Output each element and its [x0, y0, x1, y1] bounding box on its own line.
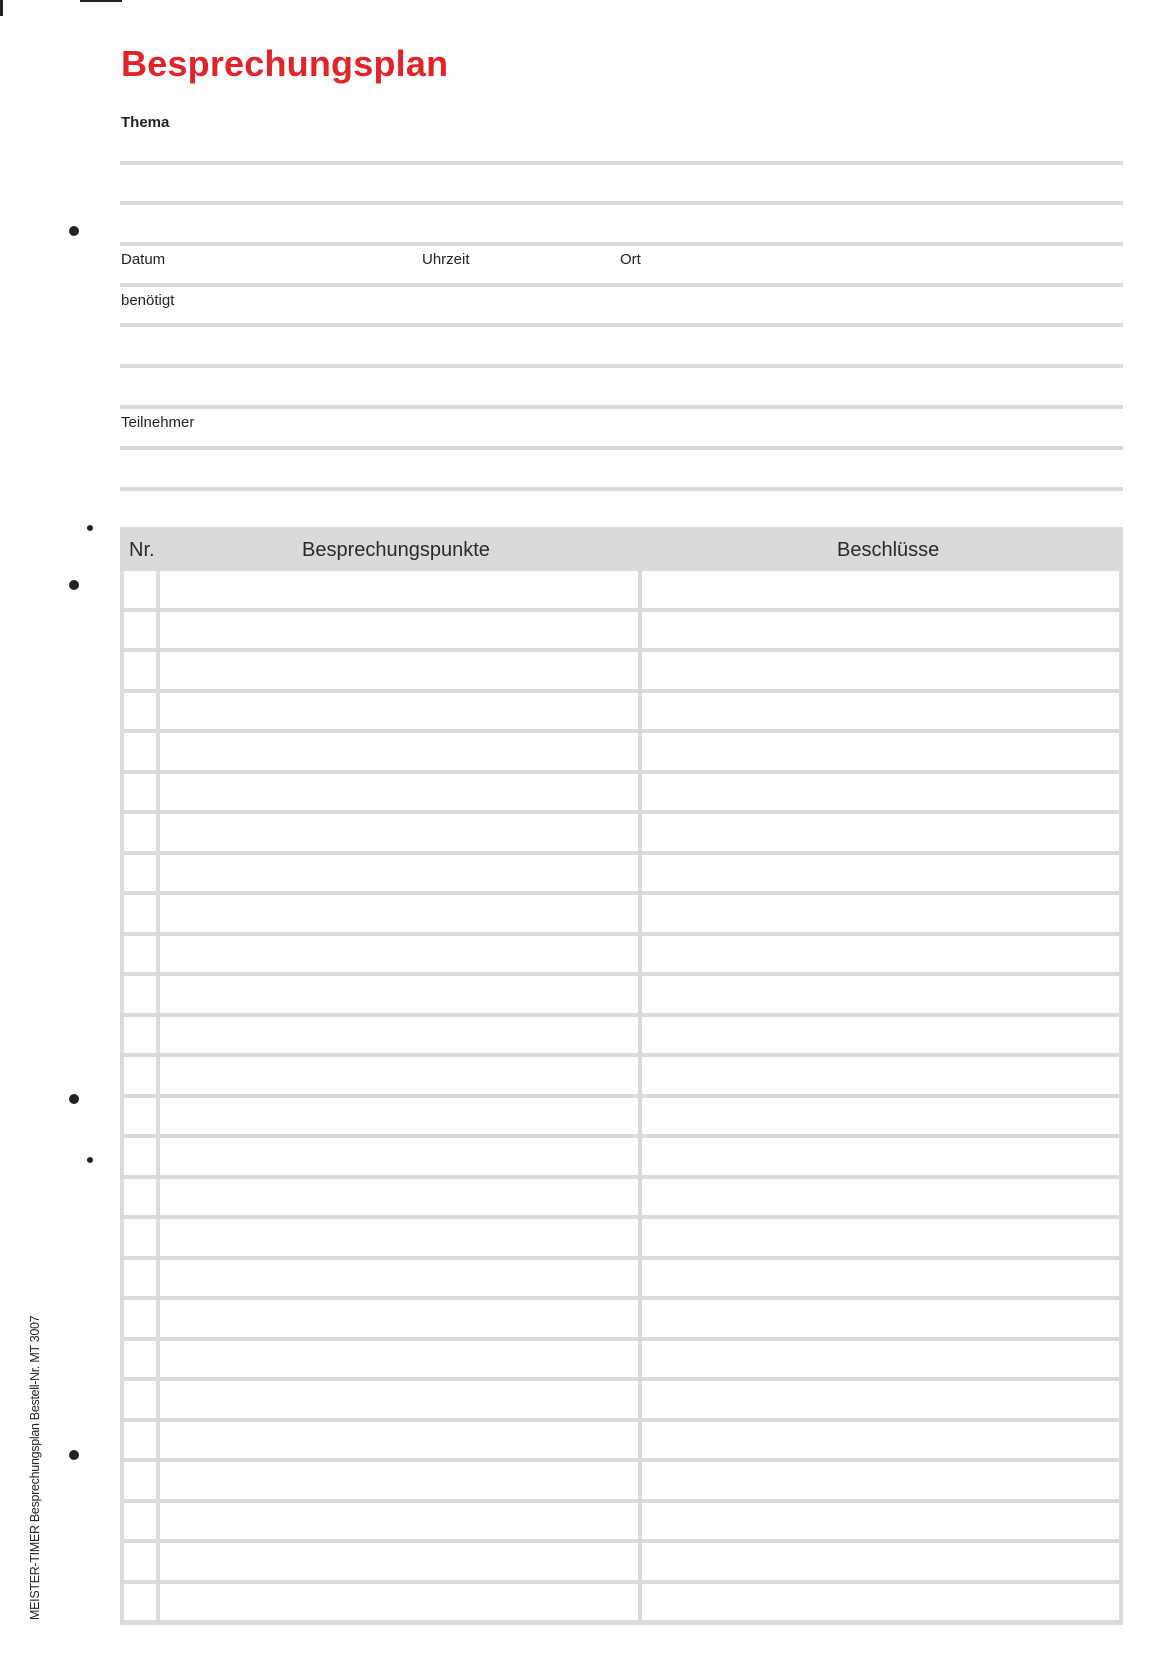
row-beschluss-cell[interactable]	[642, 1017, 1119, 1054]
row-punkt-cell[interactable]	[160, 1098, 638, 1135]
row-beschluss-cell[interactable]	[642, 1503, 1119, 1540]
ort-label: Ort	[620, 251, 641, 268]
row-punkt-cell[interactable]	[160, 1422, 638, 1459]
row-nr-cell[interactable]	[124, 1138, 156, 1175]
row-nr-cell[interactable]	[124, 774, 156, 811]
row-punkt-cell[interactable]	[160, 1017, 638, 1054]
row-beschluss-cell[interactable]	[642, 976, 1119, 1013]
row-punkt-cell[interactable]	[160, 814, 638, 851]
row-beschluss-cell[interactable]	[642, 1300, 1119, 1337]
row-punkt-cell[interactable]	[160, 1503, 638, 1540]
row-punkt-cell[interactable]	[160, 855, 638, 892]
row-nr-cell[interactable]	[124, 1179, 156, 1216]
row-beschluss-cell[interactable]	[642, 693, 1119, 730]
row-beschluss-cell[interactable]	[642, 1138, 1119, 1175]
row-nr-cell[interactable]	[124, 976, 156, 1013]
row-beschluss-cell[interactable]	[642, 1422, 1119, 1459]
row-nr-cell[interactable]	[124, 571, 156, 608]
row-beschluss-cell[interactable]	[642, 814, 1119, 851]
crop-mark-horizontal	[80, 0, 122, 2]
row-nr-cell[interactable]	[124, 1260, 156, 1297]
row-nr-cell[interactable]	[124, 1098, 156, 1135]
crop-mark-vertical	[0, 0, 3, 16]
row-beschluss-cell[interactable]	[642, 1057, 1119, 1094]
row-beschluss-cell[interactable]	[642, 1381, 1119, 1418]
benoetigt-line-1[interactable]	[120, 323, 1123, 327]
row-nr-cell[interactable]	[124, 895, 156, 932]
row-beschluss-cell[interactable]	[642, 1219, 1119, 1256]
punch-hole-small	[87, 1157, 93, 1163]
row-beschluss-cell[interactable]	[642, 855, 1119, 892]
punch-hole-small	[87, 525, 93, 531]
row-punkt-cell[interactable]	[160, 733, 638, 770]
datum-line[interactable]	[120, 283, 1123, 287]
row-beschluss-cell[interactable]	[642, 1543, 1119, 1580]
row-punkt-cell[interactable]	[160, 1179, 638, 1216]
row-beschluss-cell[interactable]	[642, 1462, 1119, 1499]
thema-label: Thema	[121, 114, 170, 131]
row-beschluss-cell[interactable]	[642, 1098, 1119, 1135]
page-title: Besprechungsplan	[121, 43, 449, 84]
row-punkt-cell[interactable]	[160, 1260, 638, 1297]
header-beschluesse: Beschlüsse	[837, 539, 940, 561]
row-beschluss-cell[interactable]	[642, 612, 1119, 649]
row-beschluss-cell[interactable]	[642, 652, 1119, 689]
row-punkt-cell[interactable]	[160, 571, 638, 608]
row-beschluss-cell[interactable]	[642, 733, 1119, 770]
row-beschluss-cell[interactable]	[642, 936, 1119, 973]
punch-hole	[69, 226, 79, 236]
row-nr-cell[interactable]	[124, 814, 156, 851]
punch-hole	[69, 1094, 79, 1104]
row-punkt-cell[interactable]	[160, 936, 638, 973]
row-punkt-cell[interactable]	[160, 976, 638, 1013]
row-punkt-cell[interactable]	[160, 1462, 638, 1499]
row-punkt-cell[interactable]	[160, 1543, 638, 1580]
row-nr-cell[interactable]	[124, 1017, 156, 1054]
thema-line-2[interactable]	[120, 201, 1123, 205]
row-beschluss-cell[interactable]	[642, 1341, 1119, 1378]
row-punkt-cell[interactable]	[160, 1584, 638, 1621]
row-punkt-cell[interactable]	[160, 1341, 638, 1378]
row-nr-cell[interactable]	[124, 693, 156, 730]
row-nr-cell[interactable]	[124, 936, 156, 973]
thema-line-1[interactable]	[120, 161, 1123, 165]
row-nr-cell[interactable]	[124, 652, 156, 689]
row-punkt-cell[interactable]	[160, 693, 638, 730]
row-nr-cell[interactable]	[124, 733, 156, 770]
teilnehmer-label: Teilnehmer	[121, 414, 195, 431]
row-beschluss-cell[interactable]	[642, 571, 1119, 608]
table-header	[120, 527, 1123, 569]
row-punkt-cell[interactable]	[160, 1300, 638, 1337]
row-beschluss-cell[interactable]	[642, 1260, 1119, 1297]
row-nr-cell[interactable]	[124, 612, 156, 649]
side-note: MEISTER-TIMER Besprechungsplan Bestell-Nr. MT 3007	[28, 1315, 42, 1620]
row-punkt-cell[interactable]	[160, 774, 638, 811]
uhrzeit-label: Uhrzeit	[422, 251, 470, 268]
row-punkt-cell[interactable]	[160, 612, 638, 649]
row-beschluss-cell[interactable]	[642, 774, 1119, 811]
row-nr-cell[interactable]	[124, 1381, 156, 1418]
datum-label: Datum	[121, 251, 166, 268]
thema-line-3[interactable]	[120, 242, 1123, 246]
benoetigt-line-3[interactable]	[120, 405, 1123, 409]
teilnehmer-line-1[interactable]	[120, 446, 1123, 450]
row-punkt-cell[interactable]	[160, 652, 638, 689]
row-nr-cell[interactable]	[124, 1300, 156, 1337]
teilnehmer-line-2[interactable]	[120, 487, 1123, 491]
row-nr-cell[interactable]	[124, 1584, 156, 1621]
row-nr-cell[interactable]	[124, 1341, 156, 1378]
row-beschluss-cell[interactable]	[642, 895, 1119, 932]
row-punkt-cell[interactable]	[160, 1381, 638, 1418]
row-nr-cell[interactable]	[124, 1422, 156, 1459]
row-nr-cell[interactable]	[124, 1462, 156, 1499]
row-nr-cell[interactable]	[124, 855, 156, 892]
row-punkt-cell[interactable]	[160, 895, 638, 932]
header-nr: Nr.	[129, 539, 155, 561]
benoetigt-label: benötigt	[121, 292, 175, 309]
agenda-table	[120, 527, 1123, 1625]
punch-hole	[69, 580, 79, 590]
punch-hole	[69, 1450, 79, 1460]
header-besprechungspunkte: Besprechungspunkte	[302, 539, 490, 561]
benoetigt-line-2[interactable]	[120, 364, 1123, 368]
row-beschluss-cell[interactable]	[642, 1179, 1119, 1216]
row-punkt-cell[interactable]	[160, 1219, 638, 1256]
row-nr-cell[interactable]	[124, 1503, 156, 1540]
row-nr-cell[interactable]	[124, 1219, 156, 1256]
row-punkt-cell[interactable]	[160, 1057, 638, 1094]
row-nr-cell[interactable]	[124, 1057, 156, 1094]
row-beschluss-cell[interactable]	[642, 1584, 1119, 1621]
row-punkt-cell[interactable]	[160, 1138, 638, 1175]
row-nr-cell[interactable]	[124, 1543, 156, 1580]
